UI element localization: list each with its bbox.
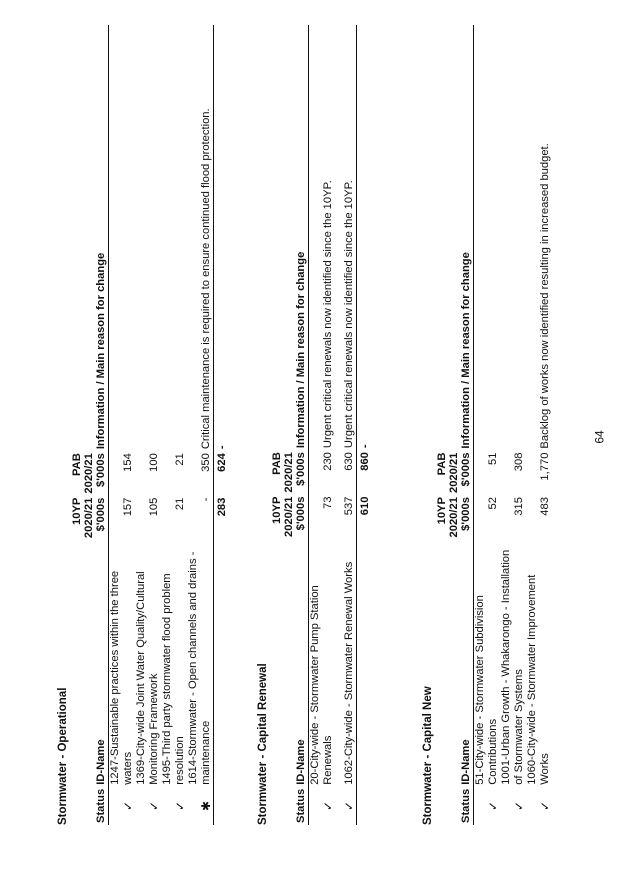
id-name-header: ID-Name [271, 546, 309, 786]
section-operational [55, 25, 229, 825]
table-row [109, 25, 136, 825]
table-row [187, 25, 214, 825]
table-header-row [271, 25, 309, 825]
status-header: Status [71, 787, 109, 825]
total-info: - [359, 444, 371, 449]
totals-row [357, 25, 373, 825]
total-10yp: 610 [357, 495, 373, 547]
row-info [135, 25, 161, 451]
status-header: Status [436, 787, 474, 825]
row-pab: 630 [335, 450, 357, 494]
row-10yp: 52 [487, 497, 499, 510]
row-id-name: 1001-Urban Growth - Whakarongo - Installation of Stormwater Systems [500, 549, 525, 785]
total-10yp: 283 [214, 496, 230, 548]
row-pab: 1,770 [539, 452, 551, 481]
section-capital-new [420, 25, 552, 825]
row-10yp: 105 [148, 497, 160, 517]
status-check-icon: ✓ [538, 800, 552, 811]
row-info [474, 25, 501, 451]
row-info: Backlog of works now identified resulting in increased budget. [539, 143, 551, 449]
pab-header: PAB 2020/21 $'000s [436, 452, 472, 494]
table-row [161, 25, 187, 825]
id-name-header: ID-Name [436, 547, 474, 787]
pab-header: PAB 2020/21 $'000s [71, 453, 107, 494]
table-row [474, 25, 501, 825]
row-info: Urgent critical renewals now identified since the 10YP. [322, 180, 334, 449]
row-id-name: 1495-Third party stormwater flood problem resolution [161, 573, 186, 785]
row-id-name: 1062-City-wide - Stormwater Renewal Works [335, 546, 357, 786]
operational-table [71, 25, 229, 825]
total-info: - [216, 445, 228, 450]
row-10yp: 157 [122, 497, 134, 517]
table-row [335, 25, 357, 825]
row-id-name: 1247-Sustainable practices within the three waters [109, 570, 134, 785]
tenyp-header: 10YP 2020/21 $'000s [436, 495, 474, 547]
tenyp-header: 10YP 2020/21 $'000s [271, 495, 309, 547]
row-10yp: - [187, 496, 214, 548]
row-10yp: 315 [513, 497, 525, 516]
row-pab: 21 [174, 453, 186, 466]
row-pab: 350 [187, 451, 214, 495]
totals-row [214, 25, 230, 825]
capital-new-table [436, 25, 552, 825]
row-id-name: 1614-Stormwater - Open channels and drains - maintenance [187, 547, 214, 786]
row-info [109, 25, 136, 451]
row-pab: 100 [148, 453, 160, 472]
row-10yp: 537 [335, 495, 357, 547]
status-check-icon: ✓ [335, 787, 357, 825]
row-10yp: 21 [174, 497, 186, 511]
pab-header: PAB 2020/21 $'000s [271, 452, 307, 493]
row-info: Urgent critical renewals now identified since the 10YP. [335, 25, 357, 450]
status-header: Status [271, 787, 309, 825]
status-check-icon: ✓ [173, 800, 187, 811]
total-pab: 860 [357, 450, 373, 494]
row-pab: 154 [122, 453, 134, 472]
status-check-icon: ✓ [147, 800, 161, 811]
section-title: Stormwater - Capital Renewal [257, 663, 269, 825]
row-pab: 230 [322, 452, 334, 471]
row-id-name: 1369-City-wide Joint Water Quality/Cultural Monitoring Framework [135, 571, 160, 785]
row-info [161, 25, 187, 451]
table-header-row [436, 25, 474, 825]
table-row [309, 25, 336, 825]
tenyp-header: 10YP 2020/21 $'000s [71, 496, 109, 548]
row-info: Critical maintenance is required to ensure continued flood protection. [187, 25, 214, 451]
table-row [135, 25, 161, 825]
row-10yp: 483 [539, 497, 551, 516]
total-pab: 624 [214, 451, 230, 495]
info-header: Information / Main reason for change [271, 25, 309, 450]
table-row [526, 25, 552, 825]
status-check-icon: ✓ [121, 800, 135, 811]
status-check-icon: ✓ [321, 800, 335, 811]
info-header: Information / Main reason for change [436, 25, 474, 451]
row-info [500, 25, 526, 451]
section-title: Stormwater - Operational [57, 687, 69, 825]
capital-renewal-table [271, 25, 372, 825]
row-id-name: 51-City-wide - Stormwater Subdivision Contributions [474, 595, 499, 785]
row-id-name: 20-City-wide - Stormwater Pump Station Renewals [309, 585, 334, 785]
page-number: 64 [592, 430, 607, 444]
section-capital-renewal [255, 25, 372, 825]
table-header-row [71, 25, 109, 825]
row-id-name: 1060-City-wide - Stormwater Improvement Works [526, 574, 551, 785]
section-title: Stormwater - Capital New [422, 686, 434, 825]
status-check-icon: ✓ [512, 800, 526, 811]
id-name-header: ID-Name [71, 547, 109, 786]
row-pab: 51 [487, 452, 499, 466]
status-star-icon: ✱ [187, 787, 214, 825]
info-header: Information / Main reason for change [71, 25, 109, 451]
status-check-icon: ✓ [486, 800, 500, 811]
row-10yp: 73 [322, 496, 334, 510]
row-pab: 308 [513, 452, 525, 472]
table-row [500, 25, 526, 825]
